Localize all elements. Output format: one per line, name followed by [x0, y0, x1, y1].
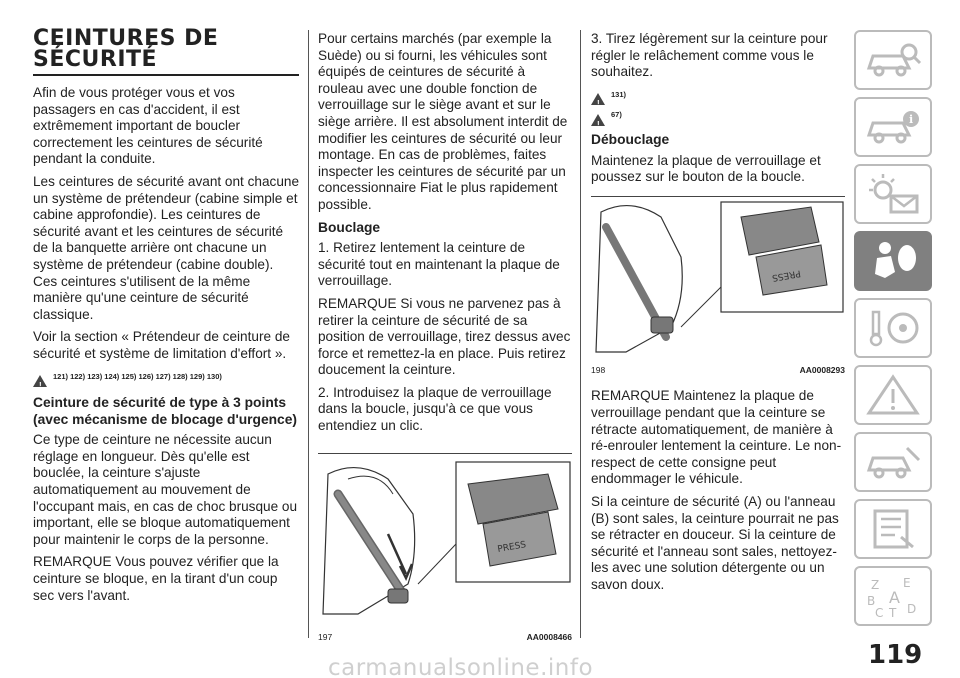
- tab-emergency[interactable]: [854, 365, 932, 425]
- remark-paragraph: REMARQUE Maintenez la plaque de verrouillage pendant que la ceinture se rétracte automatiquement, de manière à ré-enrouler lentement la ceinture. Le non-respect de cette consigne peut endommager le véhicule.: [591, 388, 842, 487]
- figure-197-illustration: [318, 454, 572, 624]
- tab-maintenance[interactable]: [854, 432, 932, 492]
- tab-technical-data[interactable]: [854, 499, 932, 559]
- page-number: 119: [868, 640, 923, 670]
- watermark: carmanualsonline.info: [328, 655, 594, 678]
- tab-warning-lights[interactable]: [854, 164, 932, 224]
- svg-text:D: D: [907, 602, 917, 616]
- unbuckle-paragraph: Maintenez la plaque de verrouillage et poussez sur le bouton de la boucle.: [591, 152, 821, 185]
- step-1-paragraph: 1. Retirez lentement la ceinture de sécurité tout en maintenant la plaque de verrouillage.: [318, 240, 560, 289]
- car-magnifier-icon: [863, 40, 923, 80]
- car-info-icon: [863, 107, 923, 147]
- figure-caption: [591, 362, 845, 379]
- svg-text:A: A: [889, 588, 900, 607]
- column-3: [591, 31, 845, 599]
- checklist-icon: [863, 507, 923, 551]
- svg-text:i: i: [909, 113, 914, 126]
- key-steering-wheel-icon: [863, 306, 923, 350]
- figure-198-illustration: [591, 197, 845, 357]
- tab-index[interactable]: [854, 566, 932, 626]
- figure-number: 198: [591, 364, 606, 375]
- car-wrench-icon: [863, 442, 923, 482]
- remark-paragraph: REMARQUE Vous pouvez vérifier que la ceinture se bloque, en la tirant d'un coup sec vers l'avant.: [33, 554, 279, 603]
- svg-text:Z: Z: [871, 578, 880, 592]
- figure-number: 197: [318, 631, 333, 642]
- heading-debouclage: Débouclage: [591, 131, 670, 147]
- press-label: PRESS: [496, 539, 527, 555]
- column-2: [318, 31, 572, 645]
- title-rule: [33, 74, 299, 76]
- light-envelope-icon: [863, 172, 923, 216]
- 3-point-paragraph: Ce type de ceinture ne nécessite aucun réglage en longueur. Dès qu'elle est bouclée, la ceinture s'ajuste automatiquement au mouvement de l'occupant mais, en cas de choc brusque ou important, elle se bloque automatiquement pour maintenir le corps de la personne.: [33, 432, 298, 547]
- section-title: CEINTURES DE SÉCURITÉ: [33, 26, 219, 72]
- step-3-paragraph: 3. Tirez légèrement sur la ceinture pour régler le relâchement comme vous le souhaitez.: [591, 31, 828, 80]
- intro-paragraph: Afin de vous protéger vous et vos passagers en cas d'accident, il est extrêmement important de boucler correctement les ceintures de sécurité pendant la conduite.: [33, 85, 263, 167]
- column-1: [33, 28, 299, 610]
- see-section-paragraph: Voir la section « Prétendeur de ceinture de sécurité et système de limitation d'effort ».: [33, 329, 290, 361]
- tab-safety[interactable]: [854, 231, 932, 291]
- caution-ref-67: ! 67): [591, 107, 845, 126]
- warning-triangle-icon: [863, 373, 923, 417]
- figure-198: [591, 196, 845, 379]
- figure-197: [318, 453, 572, 646]
- warning-ref-131: ! 131): [591, 87, 845, 106]
- pretensioner-paragraph: Les ceintures de sécurité avant ont chacune un système de prétendeur (cabine simple et cabine approfondie). Les ceintures de sécurité avant et les ceintures de sécurité de la banquette arrière ont chacune un système de prétendeur (cabine double). Ces ceintures s'utilisent de la même manière qu'une ceinture de sécurité classique.: [33, 173, 300, 322]
- step-2-paragraph: 2. Introduisez la plaque de verrouillage dans la boucle, jusqu'à ce que vous entendiez un clic.: [318, 384, 552, 434]
- heading-bouclage: Bouclage: [318, 219, 381, 235]
- warning-icon: !: [33, 375, 47, 387]
- figure-caption: [318, 629, 572, 646]
- dirty-belt-paragraph: Si la ceinture de sécurité (A) ou l'anneau (B) sont sales, la ceinture pourrait ne pas se rétracter en douceur. Si la ceinture de sécurité et l'anneau sont sales, nettoyez-les avec une solution détergente ou un savon doux.: [591, 493, 839, 592]
- column-divider: [308, 30, 309, 638]
- caution-icon: !: [591, 114, 605, 126]
- airbag-person-icon: [863, 238, 923, 284]
- svg-text:T: T: [889, 606, 897, 619]
- warning-icon: !: [591, 93, 605, 105]
- column-divider: [580, 30, 581, 638]
- market-paragraph: Pour certains marchés (par exemple la Suède) ou si fourni, les véhicules sont équipés de ceintures de sécurité à rouleau avec une double fonction de verrouillage sur le siège avant et sur le siège arrière. Il est absolument interdit de modifier les ceintures de sécurité ou leur montage. En cas de problèmes, faites inspecter les ceintures de sécurité par un concessionnaire Fiat le plus rapidement possible.: [318, 31, 568, 212]
- chapter-sidebar: [854, 30, 934, 633]
- tab-starting-driving[interactable]: [854, 298, 932, 358]
- tab-dashboard[interactable]: [854, 97, 932, 157]
- alphabet-index-icon: [863, 573, 923, 619]
- warning-refs: ! 121) 122) 123) 124) 125) 126) 127) 128) 129) 130): [33, 369, 299, 388]
- figure-code: AA0008466: [526, 631, 572, 642]
- heading-3-point-belt: Ceinture de sécurité de type à 3 points (avec mécanisme de blocage d'urgence): [33, 395, 297, 427]
- svg-text:C: C: [875, 606, 884, 619]
- remark-paragraph: REMARQUE Si vous ne parvenez pas à retirer la ceinture de sécurité de sa position de verrouillage, tirez dessus avec force et remettez-la en place. Puis retirez doucement la ceinture.: [318, 295, 571, 378]
- svg-text:B: B: [867, 594, 876, 608]
- figure-code: AA0008293: [799, 364, 845, 375]
- tab-vehicle-knowledge[interactable]: [854, 30, 932, 90]
- svg-text:E: E: [903, 576, 911, 590]
- press-label: PRESS: [771, 267, 802, 283]
